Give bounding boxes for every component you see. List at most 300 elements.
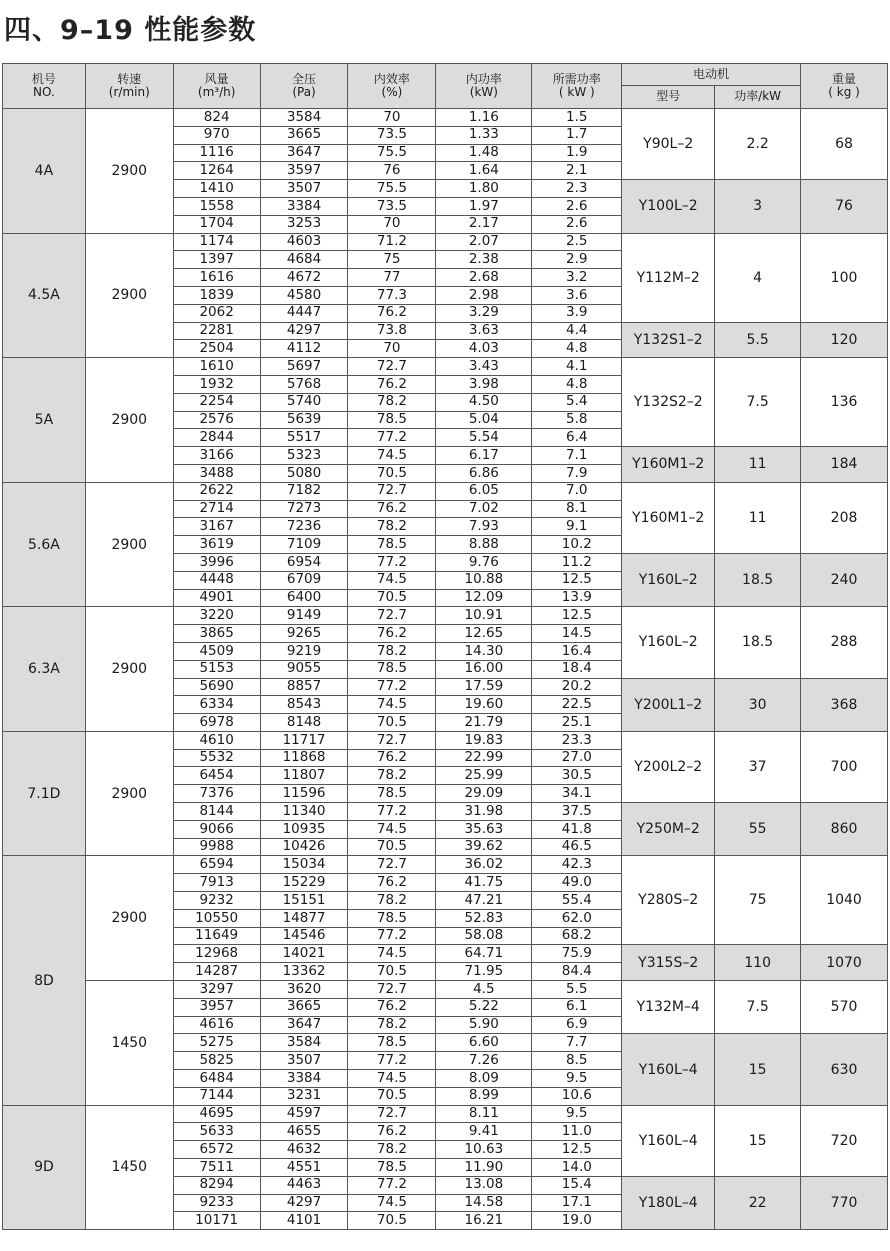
pressure-cell: 6709 — [260, 571, 348, 589]
flow-cell: 3297 — [173, 981, 260, 999]
motor-model-cell: Y132S2–2 — [622, 358, 715, 447]
efficiency-cell: 78.5 — [348, 411, 436, 429]
efficiency-cell: 71.2 — [348, 233, 436, 251]
flow-cell: 2714 — [173, 500, 260, 518]
pressure-cell: 5323 — [260, 447, 348, 465]
inner-power-cell: 8.99 — [436, 1087, 532, 1105]
motor-power-cell: 37 — [715, 731, 801, 802]
motor-power-cell: 18.5 — [715, 607, 801, 678]
col-flow: 风量 (m³/h) — [173, 64, 260, 109]
required-power-cell: 6.9 — [532, 1016, 622, 1034]
speed-cell: 2900 — [85, 856, 173, 981]
efficiency-cell: 76.2 — [348, 749, 436, 767]
flow-cell: 3996 — [173, 553, 260, 571]
page-title: 四、9–19 性能参数 — [4, 15, 257, 46]
flow-cell: 8294 — [173, 1176, 260, 1194]
inner-power-cell: 10.91 — [436, 607, 532, 625]
inner-power-cell: 64.71 — [436, 945, 532, 963]
inner-power-cell: 2.98 — [436, 286, 532, 304]
pressure-cell: 4684 — [260, 251, 348, 269]
flow-cell: 970 — [173, 126, 260, 144]
speed-cell: 1450 — [85, 1105, 173, 1230]
inner-power-cell: 1.33 — [436, 126, 532, 144]
required-power-cell: 4.8 — [532, 340, 622, 358]
flow-cell: 2576 — [173, 411, 260, 429]
pressure-cell: 4580 — [260, 286, 348, 304]
pressure-cell: 9265 — [260, 625, 348, 643]
inner-power-cell: 71.95 — [436, 963, 532, 981]
pressure-cell: 5517 — [260, 429, 348, 447]
flow-cell: 4448 — [173, 571, 260, 589]
speed-cell: 2900 — [85, 731, 173, 856]
weight-cell: 68 — [801, 109, 888, 180]
pressure-cell: 4632 — [260, 1141, 348, 1159]
efficiency-cell: 76.2 — [348, 625, 436, 643]
pressure-cell: 5639 — [260, 411, 348, 429]
required-power-cell: 1.7 — [532, 126, 622, 144]
col-inner-power: 内功率 (kW) — [436, 64, 532, 109]
col-motor-model: 型号 — [622, 86, 715, 109]
pressure-cell: 11717 — [260, 731, 348, 749]
flow-cell: 12968 — [173, 945, 260, 963]
pressure-cell: 3384 — [260, 197, 348, 215]
flow-cell: 5825 — [173, 1052, 260, 1070]
inner-power-cell: 1.80 — [436, 180, 532, 198]
table-body — [3, 109, 888, 1230]
required-power-cell: 7.0 — [532, 482, 622, 500]
inner-power-cell: 16.21 — [436, 1212, 532, 1230]
pressure-cell: 3665 — [260, 998, 348, 1016]
flow-cell: 1264 — [173, 162, 260, 180]
flow-cell: 1610 — [173, 358, 260, 376]
pressure-cell: 4297 — [260, 322, 348, 340]
flow-cell: 6978 — [173, 714, 260, 732]
pressure-cell: 4112 — [260, 340, 348, 358]
required-power-cell: 75.9 — [532, 945, 622, 963]
inner-power-cell: 3.29 — [436, 304, 532, 322]
efficiency-cell: 75.5 — [348, 180, 436, 198]
pressure-cell: 5080 — [260, 464, 348, 482]
pressure-cell: 7182 — [260, 482, 348, 500]
machine-no-cell: 5.6A — [3, 482, 86, 607]
flow-cell: 14287 — [173, 963, 260, 981]
efficiency-cell: 74.5 — [348, 945, 436, 963]
required-power-cell: 16.4 — [532, 642, 622, 660]
pressure-cell: 4672 — [260, 269, 348, 287]
efficiency-cell: 77 — [348, 269, 436, 287]
required-power-cell: 1.9 — [532, 144, 622, 162]
motor-power-cell: 5.5 — [715, 322, 801, 358]
required-power-cell: 12.5 — [532, 571, 622, 589]
flow-cell: 1932 — [173, 375, 260, 393]
pressure-cell: 3647 — [260, 144, 348, 162]
col-weight: 重量 ( kg ) — [801, 64, 888, 109]
required-power-cell: 13.9 — [532, 589, 622, 607]
weight-cell: 770 — [801, 1176, 888, 1229]
flow-cell: 9066 — [173, 820, 260, 838]
efficiency-cell: 78.5 — [348, 785, 436, 803]
inner-power-cell: 11.90 — [436, 1159, 532, 1177]
motor-model-cell: Y315S–2 — [622, 945, 715, 981]
flow-cell: 5532 — [173, 749, 260, 767]
efficiency-cell: 76.2 — [348, 874, 436, 892]
required-power-cell: 12.5 — [532, 607, 622, 625]
efficiency-cell: 73.5 — [348, 126, 436, 144]
pressure-cell: 7109 — [260, 536, 348, 554]
pressure-cell: 11596 — [260, 785, 348, 803]
flow-cell: 11649 — [173, 927, 260, 945]
inner-power-cell: 1.48 — [436, 144, 532, 162]
flow-cell: 2062 — [173, 304, 260, 322]
motor-model-cell: Y160L–4 — [622, 1105, 715, 1176]
inner-power-cell: 14.30 — [436, 642, 532, 660]
flow-cell: 6484 — [173, 1070, 260, 1088]
machine-no-cell: 5A — [3, 358, 86, 483]
required-power-cell: 14.5 — [532, 625, 622, 643]
flow-cell: 9233 — [173, 1194, 260, 1212]
weight-cell: 184 — [801, 447, 888, 483]
inner-power-cell: 35.63 — [436, 820, 532, 838]
inner-power-cell: 36.02 — [436, 856, 532, 874]
flow-cell: 3619 — [173, 536, 260, 554]
weight-cell: 368 — [801, 678, 888, 731]
motor-model-cell: Y160M1–2 — [622, 447, 715, 483]
speed-cell: 2900 — [85, 607, 173, 732]
pressure-cell: 15151 — [260, 892, 348, 910]
motor-power-cell: 15 — [715, 1034, 801, 1105]
inner-power-cell: 29.09 — [436, 785, 532, 803]
col-motor-power: 功率/kW — [715, 86, 801, 109]
inner-power-cell: 4.50 — [436, 393, 532, 411]
flow-cell: 5153 — [173, 660, 260, 678]
efficiency-cell: 70.5 — [348, 1087, 436, 1105]
pressure-cell: 6954 — [260, 553, 348, 571]
weight-cell: 1070 — [801, 945, 888, 981]
motor-power-cell: 2.2 — [715, 109, 801, 180]
weight-cell: 860 — [801, 803, 888, 856]
table-row — [3, 482, 888, 500]
motor-power-cell: 7.5 — [715, 358, 801, 447]
pressure-cell: 4297 — [260, 1194, 348, 1212]
inner-power-cell: 4.5 — [436, 981, 532, 999]
required-power-cell: 3.2 — [532, 269, 622, 287]
inner-power-cell: 10.63 — [436, 1141, 532, 1159]
efficiency-cell: 77.3 — [348, 286, 436, 304]
inner-power-cell: 12.65 — [436, 625, 532, 643]
col-speed: 转速 (r/min) — [85, 64, 173, 109]
flow-cell: 2622 — [173, 482, 260, 500]
inner-power-cell: 21.79 — [436, 714, 532, 732]
pressure-cell: 14546 — [260, 927, 348, 945]
speed-cell: 1450 — [85, 981, 173, 1106]
required-power-cell: 15.4 — [532, 1176, 622, 1194]
pressure-cell: 3507 — [260, 180, 348, 198]
efficiency-cell: 76.2 — [348, 1123, 436, 1141]
machine-no-cell: 8D — [3, 856, 86, 1105]
col-motor: 电动机 — [622, 64, 801, 86]
efficiency-cell: 70.5 — [348, 1212, 436, 1230]
required-power-cell: 3.6 — [532, 286, 622, 304]
table-row — [3, 358, 888, 376]
motor-model-cell: Y250M–2 — [622, 803, 715, 856]
pressure-cell: 3231 — [260, 1087, 348, 1105]
inner-power-cell: 17.59 — [436, 678, 532, 696]
weight-cell: 1040 — [801, 856, 888, 945]
inner-power-cell: 6.86 — [436, 464, 532, 482]
flow-cell: 1704 — [173, 215, 260, 233]
required-power-cell: 30.5 — [532, 767, 622, 785]
motor-model-cell: Y160M1–2 — [622, 482, 715, 553]
required-power-cell: 4.8 — [532, 375, 622, 393]
efficiency-cell: 72.7 — [348, 482, 436, 500]
flow-cell: 2281 — [173, 322, 260, 340]
pressure-cell: 10935 — [260, 820, 348, 838]
efficiency-cell: 72.7 — [348, 607, 436, 625]
inner-power-cell: 2.07 — [436, 233, 532, 251]
flow-cell: 4901 — [173, 589, 260, 607]
motor-power-cell: 4 — [715, 233, 801, 322]
efficiency-cell: 74.5 — [348, 820, 436, 838]
inner-power-cell: 1.64 — [436, 162, 532, 180]
motor-power-cell: 30 — [715, 678, 801, 731]
flow-cell: 4616 — [173, 1016, 260, 1034]
required-power-cell: 84.4 — [532, 963, 622, 981]
flow-cell: 3865 — [173, 625, 260, 643]
required-power-cell: 12.5 — [532, 1141, 622, 1159]
efficiency-cell: 75.5 — [348, 144, 436, 162]
inner-power-cell: 8.88 — [436, 536, 532, 554]
inner-power-cell: 12.09 — [436, 589, 532, 607]
inner-power-cell: 47.21 — [436, 892, 532, 910]
flow-cell: 2254 — [173, 393, 260, 411]
efficiency-cell: 74.5 — [348, 1194, 436, 1212]
required-power-cell: 8.1 — [532, 500, 622, 518]
required-power-cell: 11.2 — [532, 553, 622, 571]
efficiency-cell: 78.2 — [348, 1016, 436, 1034]
inner-power-cell: 16.00 — [436, 660, 532, 678]
inner-power-cell: 9.76 — [436, 553, 532, 571]
required-power-cell: 14.0 — [532, 1159, 622, 1177]
flow-cell: 1410 — [173, 180, 260, 198]
required-power-cell: 2.9 — [532, 251, 622, 269]
col-machine-no: 机号 NO. — [3, 64, 86, 109]
required-power-cell: 5.8 — [532, 411, 622, 429]
required-power-cell: 18.4 — [532, 660, 622, 678]
motor-model-cell: Y160L–2 — [622, 553, 715, 606]
efficiency-cell: 78.2 — [348, 1141, 436, 1159]
motor-model-cell: Y132M–4 — [622, 981, 715, 1034]
pressure-cell: 9055 — [260, 660, 348, 678]
machine-no-cell: 6.3A — [3, 607, 86, 732]
weight-cell: 208 — [801, 482, 888, 553]
efficiency-cell: 78.5 — [348, 1159, 436, 1177]
required-power-cell: 37.5 — [532, 803, 622, 821]
inner-power-cell: 8.09 — [436, 1070, 532, 1088]
inner-power-cell: 58.08 — [436, 927, 532, 945]
pressure-cell: 4101 — [260, 1212, 348, 1230]
inner-power-cell: 41.75 — [436, 874, 532, 892]
motor-power-cell: 110 — [715, 945, 801, 981]
motor-model-cell: Y200L2–2 — [622, 731, 715, 802]
pressure-cell: 9219 — [260, 642, 348, 660]
inner-power-cell: 2.17 — [436, 215, 532, 233]
required-power-cell: 23.3 — [532, 731, 622, 749]
inner-power-cell: 8.11 — [436, 1105, 532, 1123]
table-row — [3, 607, 888, 625]
inner-power-cell: 7.02 — [436, 500, 532, 518]
machine-no-cell: 4.5A — [3, 233, 86, 358]
required-power-cell: 25.1 — [532, 714, 622, 732]
flow-cell: 4695 — [173, 1105, 260, 1123]
pressure-cell: 13362 — [260, 963, 348, 981]
required-power-cell: 10.6 — [532, 1087, 622, 1105]
pressure-cell: 7236 — [260, 518, 348, 536]
efficiency-cell: 74.5 — [348, 1070, 436, 1088]
inner-power-cell: 7.26 — [436, 1052, 532, 1070]
motor-model-cell: Y112M–2 — [622, 233, 715, 322]
required-power-cell: 2.1 — [532, 162, 622, 180]
motor-model-cell: Y200L1–2 — [622, 678, 715, 731]
table-row — [3, 981, 888, 999]
required-power-cell: 11.0 — [532, 1123, 622, 1141]
flow-cell: 5633 — [173, 1123, 260, 1141]
flow-cell: 1116 — [173, 144, 260, 162]
flow-cell: 4610 — [173, 731, 260, 749]
flow-cell: 1397 — [173, 251, 260, 269]
required-power-cell: 4.4 — [532, 322, 622, 340]
efficiency-cell: 77.2 — [348, 803, 436, 821]
efficiency-cell: 73.5 — [348, 197, 436, 215]
efficiency-cell: 77.2 — [348, 429, 436, 447]
required-power-cell: 3.9 — [532, 304, 622, 322]
flow-cell: 3166 — [173, 447, 260, 465]
required-power-cell: 2.6 — [532, 197, 622, 215]
inner-power-cell: 25.99 — [436, 767, 532, 785]
pressure-cell: 11868 — [260, 749, 348, 767]
required-power-cell: 7.9 — [532, 464, 622, 482]
efficiency-cell: 72.7 — [348, 856, 436, 874]
motor-power-cell: 22 — [715, 1176, 801, 1229]
weight-cell: 240 — [801, 553, 888, 606]
flow-cell: 1839 — [173, 286, 260, 304]
pressure-cell: 3253 — [260, 215, 348, 233]
inner-power-cell: 5.04 — [436, 411, 532, 429]
efficiency-cell: 72.7 — [348, 981, 436, 999]
motor-power-cell: 75 — [715, 856, 801, 945]
inner-power-cell: 2.38 — [436, 251, 532, 269]
motor-power-cell: 7.5 — [715, 981, 801, 1034]
inner-power-cell: 19.60 — [436, 696, 532, 714]
pressure-cell: 3584 — [260, 1034, 348, 1052]
required-power-cell: 5.4 — [532, 393, 622, 411]
pressure-cell: 7273 — [260, 500, 348, 518]
pressure-cell: 6400 — [260, 589, 348, 607]
required-power-cell: 9.5 — [532, 1105, 622, 1123]
required-power-cell: 34.1 — [532, 785, 622, 803]
efficiency-cell: 77.2 — [348, 1176, 436, 1194]
pressure-cell: 5697 — [260, 358, 348, 376]
efficiency-cell: 76.2 — [348, 500, 436, 518]
flow-cell: 3488 — [173, 464, 260, 482]
inner-power-cell: 5.22 — [436, 998, 532, 1016]
pressure-cell: 15229 — [260, 874, 348, 892]
required-power-cell: 7.7 — [532, 1034, 622, 1052]
weight-cell: 120 — [801, 322, 888, 358]
weight-cell: 570 — [801, 981, 888, 1034]
motor-power-cell: 15 — [715, 1105, 801, 1176]
flow-cell: 5275 — [173, 1034, 260, 1052]
speed-cell: 2900 — [85, 358, 173, 483]
pressure-cell: 4597 — [260, 1105, 348, 1123]
required-power-cell: 10.2 — [532, 536, 622, 554]
inner-power-cell: 13.08 — [436, 1176, 532, 1194]
efficiency-cell: 70.5 — [348, 838, 436, 856]
efficiency-cell: 78.2 — [348, 518, 436, 536]
motor-model-cell: Y160L–2 — [622, 607, 715, 678]
flow-cell: 2844 — [173, 429, 260, 447]
efficiency-cell: 78.2 — [348, 892, 436, 910]
flow-cell: 8144 — [173, 803, 260, 821]
pressure-cell: 9149 — [260, 607, 348, 625]
efficiency-cell: 72.7 — [348, 731, 436, 749]
pressure-cell: 5740 — [260, 393, 348, 411]
efficiency-cell: 76.2 — [348, 304, 436, 322]
flow-cell: 1558 — [173, 197, 260, 215]
table-row — [3, 233, 888, 251]
motor-power-cell: 11 — [715, 447, 801, 483]
required-power-cell: 9.1 — [532, 518, 622, 536]
efficiency-cell: 77.2 — [348, 553, 436, 571]
inner-power-cell: 7.93 — [436, 518, 532, 536]
inner-power-cell: 52.83 — [436, 909, 532, 927]
required-power-cell: 46.5 — [532, 838, 622, 856]
efficiency-cell: 76.2 — [348, 375, 436, 393]
efficiency-cell: 75 — [348, 251, 436, 269]
required-power-cell: 9.5 — [532, 1070, 622, 1088]
required-power-cell: 17.1 — [532, 1194, 622, 1212]
efficiency-cell: 70.5 — [348, 963, 436, 981]
inner-power-cell: 10.88 — [436, 571, 532, 589]
weight-cell: 288 — [801, 607, 888, 678]
flow-cell: 7144 — [173, 1087, 260, 1105]
pressure-cell: 8148 — [260, 714, 348, 732]
pressure-cell: 8543 — [260, 696, 348, 714]
motor-model-cell: Y132S1–2 — [622, 322, 715, 358]
flow-cell: 1616 — [173, 269, 260, 287]
efficiency-cell: 70 — [348, 215, 436, 233]
inner-power-cell: 1.97 — [436, 197, 532, 215]
speed-cell: 2900 — [85, 109, 173, 234]
motor-power-cell: 55 — [715, 803, 801, 856]
motor-model-cell: Y90L–2 — [622, 109, 715, 180]
efficiency-cell: 78.5 — [348, 1034, 436, 1052]
required-power-cell: 7.1 — [532, 447, 622, 465]
efficiency-cell: 77.2 — [348, 1052, 436, 1070]
performance-table — [2, 63, 888, 1230]
required-power-cell: 20.2 — [532, 678, 622, 696]
inner-power-cell: 3.98 — [436, 375, 532, 393]
required-power-cell: 41.8 — [532, 820, 622, 838]
required-power-cell: 6.1 — [532, 998, 622, 1016]
inner-power-cell: 5.54 — [436, 429, 532, 447]
flow-cell: 4509 — [173, 642, 260, 660]
weight-cell: 136 — [801, 358, 888, 447]
required-power-cell: 6.4 — [532, 429, 622, 447]
flow-cell: 10171 — [173, 1212, 260, 1230]
inner-power-cell: 5.90 — [436, 1016, 532, 1034]
table-row — [3, 1105, 888, 1123]
inner-power-cell: 1.16 — [436, 109, 532, 127]
